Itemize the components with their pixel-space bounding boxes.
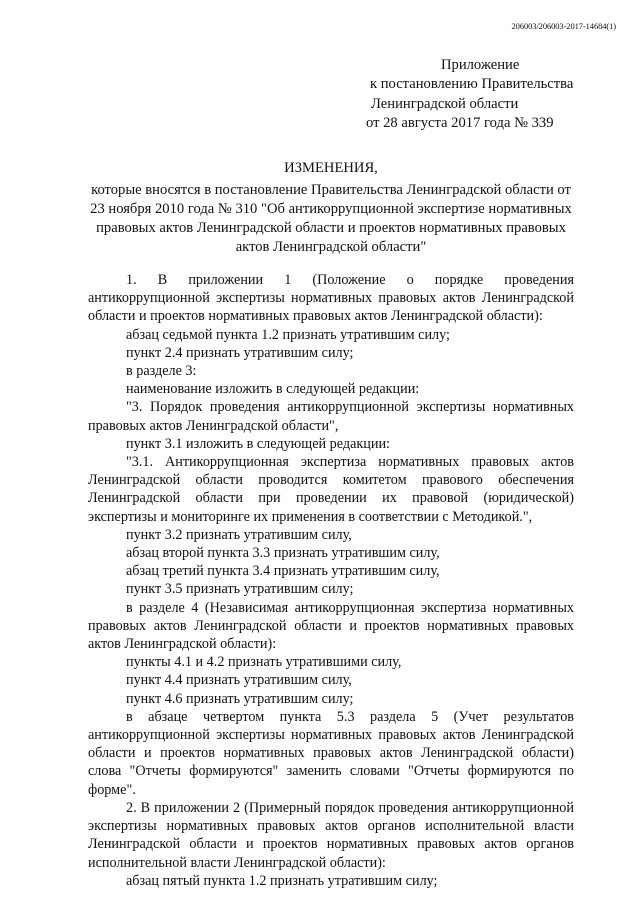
paragraph: наименование изложить в следующей редакции: — [126, 381, 420, 398]
approval-line-resolution: к постановлению Правительства — [370, 76, 574, 93]
paragraph: пункт 3.5 признать утратившим силу; — [126, 581, 354, 598]
paragraph: "3. Порядок проведения антикоррупционной экспертизы нормативных правовых актов Ленинградской области", — [88, 399, 574, 434]
paragraph: в разделе 3: — [126, 363, 197, 380]
paragraph: пункт 3.2 признать утратившим силу, — [126, 526, 352, 543]
paragraph: 2. В приложении 2 (Примерный порядок проведения антикоррупционной экспертизы нормативных правовых актов органов исполнительной власти Ленинградской области и проектов нормативных правовых актов органов исполнительной власти Ленинградской области): — [88, 799, 574, 871]
paragraph: абзац второй пункта 3.3 признать утратившим силу, — [126, 545, 440, 562]
paragraph: пункт 4.6 признать утратившим силу; — [126, 690, 354, 707]
paragraph: 1. В приложении 1 (Положение о порядке проведения антикоррупционной экспертизы нормативных правовых актов Ленинградской области и проектов нормативных правовых актов Ленинградской области): — [88, 272, 574, 325]
paragraph: абзац пятый пункта 1.2 признать утратившим силу; — [126, 872, 438, 889]
title-heading: ИЗМЕНЕНИЯ, — [284, 160, 378, 176]
approval-line-region: Ленинградской области — [371, 95, 519, 112]
paragraph: в абзаце четвертом пункта 5.3 раздела 5 (Учет результатов антикоррупционной экспертизы нормативных правовых актов Ленинградской области и проектов нормативных правовых актов Ленинградской области) слова "Отчеты формируются" заменить словами "Отчеты формируются по форме". — [88, 708, 574, 798]
paragraph: пункты 4.1 и 4.2 признать утратившими силу, — [126, 654, 402, 671]
approval-line-appendix: Приложение — [441, 57, 520, 73]
paragraph: пункт 4.4 признать утратившим силу, — [126, 672, 352, 689]
approval-block — [364, 56, 614, 134]
document-body — [88, 271, 574, 890]
paragraph: пункт 3.1 изложить в следующей редакции: — [126, 435, 390, 452]
paragraph: пункт 2.4 признать утратившим силу; — [126, 344, 354, 361]
title-subtitle: которые вносятся в постановление Правительства Ленинградской области от 23 ноября 2010 года № 310 "Об антикоррупционной экспертизе нормативных правовых актов Ленинградской области и проектов нормативных правовых актов Ленинградской области" — [90, 182, 572, 255]
paragraph: абзац седьмой пункта 1.2 признать утратившим силу; — [126, 326, 450, 343]
document-title — [88, 159, 574, 257]
approval-line-date: от 28 августа 2017 года № 339 — [366, 115, 554, 132]
paragraph: в разделе 4 (Независимая антикоррупционная экспертиза нормативных правовых актов Ленинградской области и проектов нормативных правовых актов Ленинградской области): — [88, 599, 574, 653]
paragraph: абзац третий пункта 3.4 признать утратившим силу, — [126, 563, 440, 580]
document-number: 206003/206003-2017-14684(1) — [511, 21, 616, 31]
paragraph: "3.1. Антикоррупционная экспертиза нормативных правовых актов Ленинградской области проводится комитетом правового обеспечения Ленинградской области при проведении их правовой (юридической) экспертизы и мониторинге их применения в соответствии с Методикой.", — [88, 454, 574, 525]
